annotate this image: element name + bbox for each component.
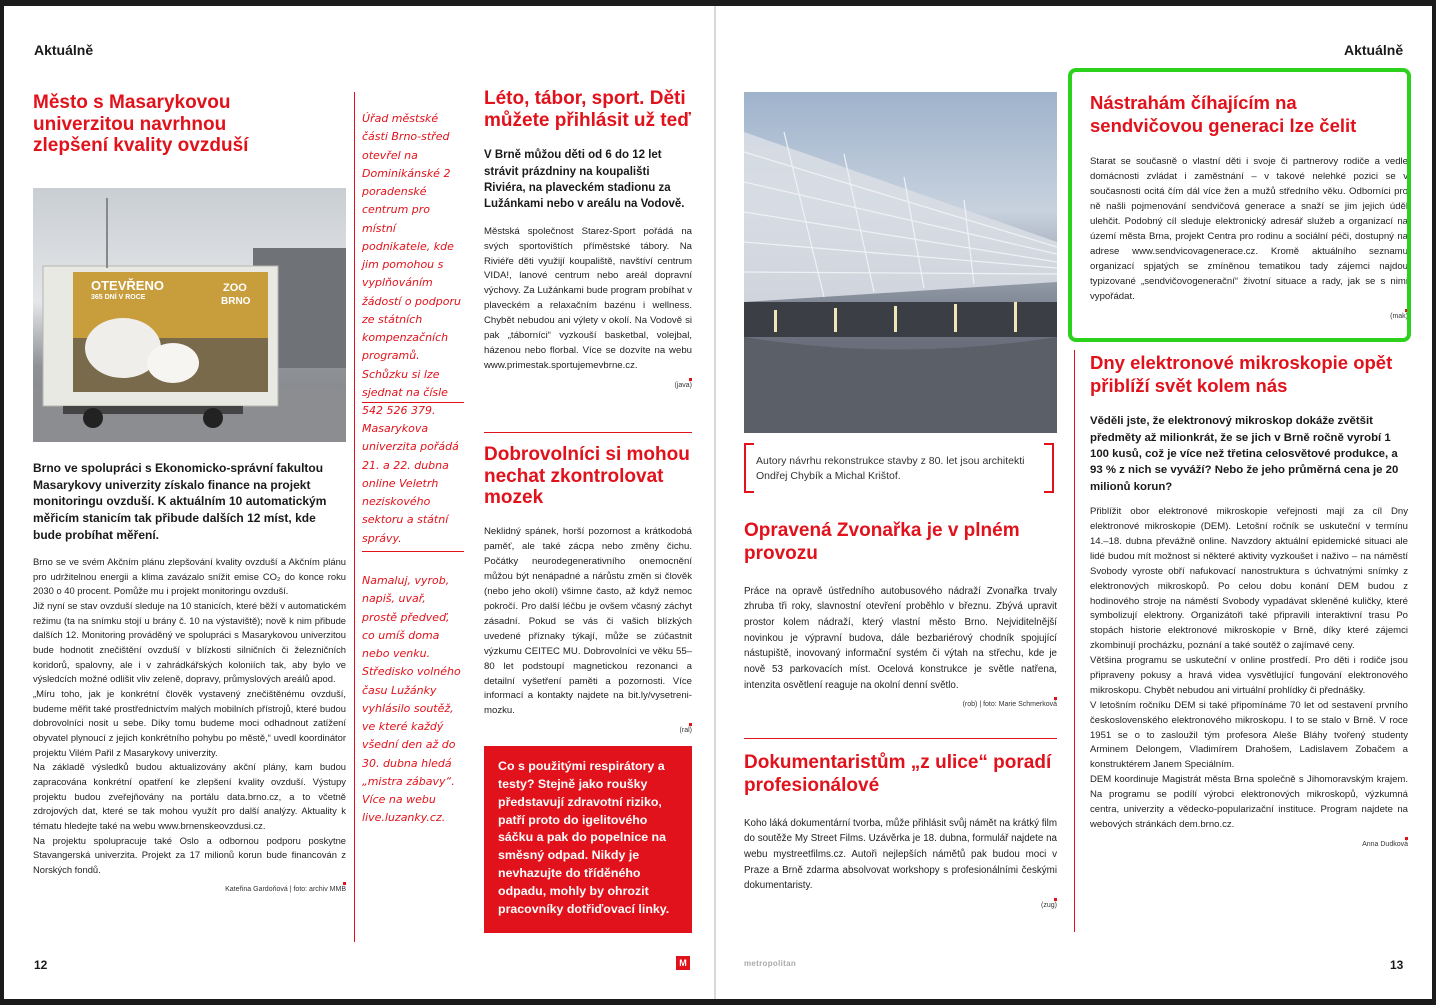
end-mark (744, 693, 1057, 700)
sandwich-title: Nástrahám číhajícím na sendvičovou generaci lze čelit (1090, 92, 1357, 136)
air-lead-block (33, 460, 346, 543)
docu-credit: (zug) (1041, 901, 1057, 909)
end-mark (744, 894, 1057, 901)
zvonarka-credit: (rob) | foto: Marie Schmerková (962, 701, 1057, 709)
end-mark (484, 719, 692, 726)
side-note-divider-1 (362, 402, 464, 403)
side-note-3-text: Namaluj, vyrob, napiš, uvař, prostě předveď, co umíš doma nebo venku. Středisko volného času Lužánky vyhlásilo soutěž, ve které každý všední den až do 30. dubna hledá „mistra zábavy“. Více na webu live.luzanky.cz. (362, 574, 461, 825)
footer-brand: metropolitan (744, 959, 797, 968)
brain-article (484, 444, 692, 734)
microscope-lead: Věděli jste, že elektronový mikroskop dokáže zvětšit předměty až milionkrát, že se jich v Brně ročně vyrobí 1 100 kusů, což je více než třetina celosvětové produkce, a 93 % z nich se vyváží? Nebo že jeho průměrná cena je 20 milionů korun? (1090, 415, 1399, 493)
docu-title: Dokumentaristům „z ulice“ poradí profesionálové (744, 752, 1052, 796)
right-column-rule (1074, 350, 1075, 932)
brain-body: Neklidný spánek, horší pozornost a krátkodobá paměť, ale také zácpa nebo změny čichu. Počátky neurodegenerativního onemocnění můžou být nenápadné a nárůstu změn si člověk (nebo jeho okolí) všimne často, až když nemoc pokročí. Pro další léčbu je ovšem včasný záchyt zásadní. Pokud se vás či vašich blízkých uvedené příznaky týkají, může se zúčastnit výzkumu CEITEC MU. Dobrovolníci ve věku 55–80 let podstoupí magnetickou rezonanci a detailní vyšetření paměti a pozornosti. Více informací a kontakty najdete na bit.ly/vysetreni-mozku. (484, 525, 692, 717)
air-lead: Brno ve spolupráci s Ekonomicko-správní fakultou Masarykovy univerzity získalo finance na projekt monitoringu ovzduší. K aktuálním 10 automatickým měřicím stanicím tak přibude dalších 12 míst, kde bude probíhat měření. (33, 461, 327, 542)
microscope-title: Dny elektronové mikroskopie opět přiblíží svět kolem nás (1090, 352, 1393, 396)
photo-caption-text: Autory návrhu rekonstrukce stavby z 80. let jsou architekti Ondřej Chybík a Michal Krištof. (756, 455, 1025, 483)
photo-sign-open: OTEVŘENO (91, 278, 164, 293)
air-body-block (33, 555, 346, 893)
photo-caption (756, 454, 1042, 484)
right-page-number: 13 (1390, 958, 1404, 972)
side-note-divider-2 (362, 551, 464, 552)
air-body: Brno se ve svém Akčním plánu zlepšování kvality ovzduší a Akčním plánu pro udržitelnou energii a klima zavázalo snížit emise CO₂ do konce roku 2030 o 40 procent. Pomůže mu i projekt monitoringu ovzduší. Již nyní se stav ovzduší sleduje na 10 stanicích, které běží v automatickém režimu (ta na snímku stojí u brány č. 10 na výstaviště); nově k nim přibude dalších 12. Monitoring prováděný ve spolupráci s Masarykovou univerzitou bude hodnotit znečištění ovzduší v blízkosti silničních či železničních koridorů, spalovny, ale i v zahrádkářských koloniích tak, aby bylo ve výsledcích možné odlišit vliv zeleně, dopravy, průmyslových areálů apod. „Míru toho, jak je konkrétní člověk vystavený znečištěnému ovzduší, budeme měřit také prostřednictvím malých mobilních přístrojů, které budou dobrovolníci nosit u sebe. Díky tomu budeme moci odhadnout zatížení obyvatel plynoucí z jejich konkrétního pohybu po městě,“ uvedl koordinátor projektu Vilém Pařil z Masarykovy univerzity. Na základě výsledků budou aktualizovány akční plány, kam budou zapracována konkrétní opatření ke zlepšení kvality ovzduší. Výstupy projektu budou zveřejňovány na portálu data.brno.cz, a to včetně zdrojových dat, které se tak mohou využít pro další analýzy. Aktuality k tématu hledejte také na webu www.brnenskeovzdusi.cz. Na projektu spolupracuje také Oslo a odbornou podporu poskytne Stavangerská univerzita. Projekt za 17 milionů korun bude financován z Norských fondů. (33, 556, 346, 876)
zvonarka-body: Práce na opravě ústředního autobusového nádraží Zvonařka trvaly zhruba tři roky, slavnostní otevření proběhlo v březnu. Zbývá upravit prostor kolem nádraží, který vlastní město Brno. Nejviditelnější novinkou je výpravní budova, dále bezbariérový chodník spojující nástupiště, inovovaný informační systém či výtah na střechu, kde je nově 53 parkovacích míst. Ocelová konstrukce je světle natřena, intenzita osvětlení reaguje na okolní denní světlo. (744, 585, 1057, 691)
end-mark (33, 878, 346, 885)
caption-bracket-right (1044, 443, 1054, 493)
bus-station-photo (744, 92, 1057, 433)
bus-station-illustration (744, 92, 1057, 433)
end-mark (1090, 305, 1408, 312)
right-section-header: Aktuálně (1344, 42, 1404, 58)
sandwich-body: Starat se současně o vlastní děti i svoje či partnerovy rodiče a vedle domácnosti zvládat i zaměstnání – v takové nelehké pozici se v současnosti ocitá čím dál více žen a mužů středního věku. Odborníci pro ně našli pojmenování sendvičová generace a snaží se jim jejich úděl ulehčit. Podobný cíl sleduje elektronický adresář služeb a organizací na území města Brna, projekt Centra pro rodinu a sociální péči, dostupný na adrese www.sendvicovagenerace.cz. Kromě aktuálního seznamu organizací spjatých se zmíněnou tematikou tady zájemci najdou typizované „sendvičovogenerační“ životní situace a rady, jak se s nimi vypořádat. (1090, 156, 1408, 302)
photo-sign-days: 365 DNÍ V ROCE (91, 294, 146, 301)
zvonarka-article (744, 520, 1057, 708)
air-station-photo (33, 188, 346, 442)
docu-body: Koho láká dokumentární tvorba, může přihlásit svůj námět na krátký film do soutěže My Street Films. Uzávěrka je 18. dubna, formulář najdete na webu mystreetfilms.cz. Autoři nejlepších námětů pak budou moci v Praze a Brně zdarma absolvovat workshopy s profesionálními českými dokumentaristy. (744, 817, 1057, 892)
side-note-3 (362, 572, 464, 828)
photo-logo-zoo: ZOO (223, 282, 247, 294)
air-article (33, 92, 263, 157)
side-note-2 (362, 420, 464, 548)
end-mark (1090, 833, 1408, 840)
air-credit: Kateřina Gardoňová | foto: archiv MMB (225, 885, 346, 893)
side-column-rule (354, 92, 355, 942)
camp-credit: (java) (674, 382, 692, 390)
end-mark (484, 374, 692, 381)
brain-title: Dobrovolníci si mohou nechat zkontrolovat mozek (484, 444, 690, 509)
microscope-credit: Anna Dudková (1362, 840, 1408, 848)
respirator-notice-text: Co s použitými respirátory a testy? Stejně jako roušky představují zdravotní riziko, patří proto do igelitového sáčku a pak do popelnice na směsný odpad. Nikdy je nevhazujte do tříděného odpadu, mohly by ohrozit pracovníky dotřiďovací linky. (498, 759, 670, 916)
microscope-body: Přiblížit obor elektronové mikroskopie veřejnosti mají za cíl Dny elektronové mikroskopie (DEM). Letošní ročník se uskuteční v termínu 14.–18. dubna převážně online. Navzdory aktuální epidemické situaci ale lidé budou mít možnost si některé aktivity vyzkoušet i naživo – na náměstí Svobody vyroste obří nafukovací nanostruktura s úchvatnými snímky z elektronových mikroskopů. Po celou dobu konání DEM budou z hodinového stroje na náměstí Svobody vypadávat skleněné kuličky, které symbolizují elektrony. Organizátoři také připravili interaktivní trasu Po stopách historie elektronové mikroskopie v Brně, díky které zájemci zkombinují procházku, poznání a také soutěž o zajímavé ceny. Většina programu se uskuteční v online prostředí. Pro děti i rodiče jsou připraveny pokusy a hravá videa vysvětlující fungování elektronového mikroskopu. Chybět nebudou ani virtuální prohlídky či přednášky. V letošním ročníku DEM si také připomínáme 70 let od sestavení prvního československého elektronového mikroskopu. I to se stalo v Brně. V roce 1951 se o to zasloužil tým profesora Aleše Bláhy tvořený studenty Arminem Delongem, Vladimírem Drahošem, Ladislavem Zobačem a konstruktérem Janem Speciálním. DEM koordinuje Magistrát města Brna společně s Jihomoravským krajem. Na programu se podílí výrobci elektronových mikroskopů, výzkumná centra, univerzity a vědecko-popularizační instituce. Program najdete na webových stránkách dem.brno.cz. (1090, 506, 1408, 830)
left-section-header: Aktuálně (34, 42, 94, 58)
respirator-notice-box (484, 746, 692, 933)
caption-bracket-left (744, 443, 754, 493)
side-note-2-text: Masarykova univerzita pořádá 21. a 22. dubna online Veletrh neziskového sektoru a státní správy. (362, 422, 459, 545)
side-note-1-text: Úřad městské části Brno-střed otevřel na Dominikánské 2 poradenské centrum pro místní podnikatele, kde jim pomohou s vyplňováním žádostí o podporu ze státních kompenzačních programů. Schůzku si lze sjednat na čísle 542 526 379. (362, 112, 461, 417)
zvonarka-divider (744, 738, 1057, 739)
photo-logo-brno: BRNO (221, 296, 251, 307)
camp-title: Léto, tábor, sport. Děti můžete přihlásit už teď (484, 88, 691, 131)
camp-lead: V Brně můžou děti od 6 do 12 let strávit prázdniny na koupališti Riviéra, na plaveckém stadionu za Lužánkami nebo v areálu na Vodově. (484, 149, 685, 211)
microscope-article (1090, 352, 1408, 848)
docu-article (744, 752, 1057, 909)
air-station-illustration (33, 188, 346, 442)
left-page-number: 12 (34, 958, 48, 972)
zvonarka-title: Opravená Zvonařka je v plném provozu (744, 520, 1020, 564)
camp-divider (484, 432, 692, 433)
sandwich-credit: (mak) (1390, 312, 1408, 320)
sandwich-article (1090, 92, 1408, 320)
camp-article (484, 88, 692, 389)
side-note-1 (362, 110, 464, 420)
air-title: Město s Masarykovou univerzitou navrhnou zlepšení kvality ovzduší (33, 92, 249, 157)
metropolitan-logo-icon: M (676, 956, 690, 970)
brain-credit: (ral) (679, 727, 692, 735)
camp-body: Městská společnost Starez-Sport pořádá na svých sportovištích příměstské tábory. Na Riviéře děti využijí koupaliště, navštíví centrum VIDA!, lanové centrum nebo areál dopravní výchovy. Za Lužánkami bude program probíhat v plaveckém a relaxačním bazénu i wellness. Chybět nebudou ani výlety v okolí. Na Vodově si pak „táborníci“ vyzkouší basketbal, volejbal, házenou nebo florbal. Více se dozvíte na webu www.primestak.sportujemevbrne.cz. (484, 225, 692, 372)
